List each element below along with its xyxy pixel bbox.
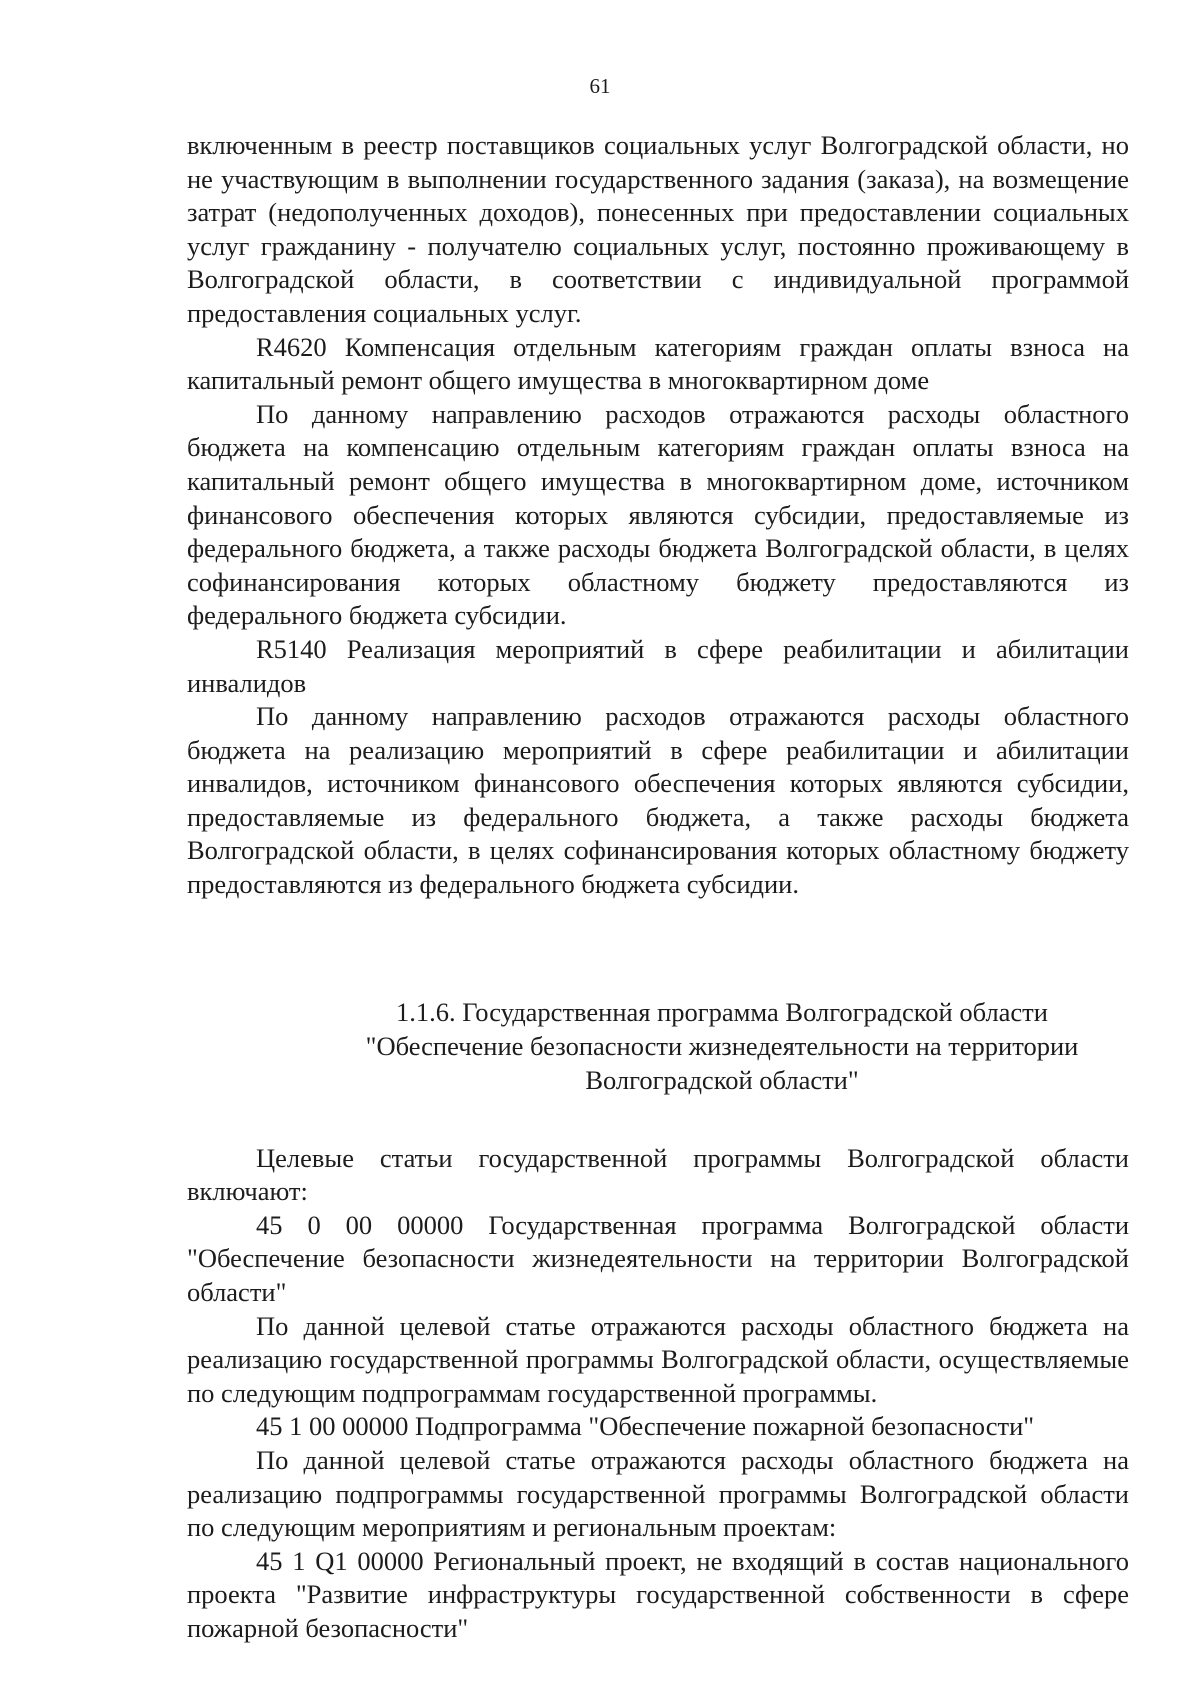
paragraph-code-45100-description: По данной целевой статье отражаются расходы областного бюджета на реализацию подпрограммы государственной программы Волгоградской области по следующим мероприятиям и региональным проектам: — [187, 1445, 1129, 1543]
page-number: 61 — [589, 74, 611, 98]
paragraph-target-articles-intro: Целевые статьи государственной программы Волгоградской области включают: — [187, 1142, 1129, 1207]
paragraph-continuation: включенным в реестр поставщиков социальных услуг Волгоградской области, но не участвующим в выполнении государственного задания (заказа), на возмещение затрат (недополученных доходов), понесенных при предоставлении социальных услуг гражданину - получателю социальных услуг, постоянно проживающему в Волгоградской области, в соответствии с индивидуальной программой предоставления социальных услуг. — [187, 130, 1129, 328]
paragraph-r5140-description: По данному направлению расходов отражаются расходы областного бюджета на реализацию мероприятий в сфере реабилитации и абилитации инвалидов, источником финансового обеспечения которых являются субсидии, предоставляемые из федерального бюджета, а также расходы бюджета Волгоградской области, в целях софинансирования которых областному бюджету предоставляются из федерального бюджета субсидии. — [187, 701, 1129, 900]
paragraph-r4620-title: R4620 Компенсация отдельным категориям граждан оплаты взноса на капитальный ремонт общего имущества в многоквартирном доме — [187, 331, 1129, 396]
paragraph-code-45000: 45 0 00 00000 Государственная программа Волгоградской области "Обеспечение безопасности жизнедеятельности на территории Волгоградской области" — [187, 1209, 1129, 1308]
section-heading-line-1: 1.1.6. Государственная программа Волгоградской области — [396, 996, 1048, 1027]
paragraph-code-45000-description: По данной целевой статье отражаются расходы областного бюджета на реализацию государственной программы Волгоградской области, осуществляемые по следующим подпрограммам государственной программы. — [187, 1310, 1129, 1408]
paragraph-r5140-title: R5140 Реализация мероприятий в сфере реабилитации и абилитации инвалидов — [187, 633, 1129, 698]
section-heading-line-2: "Обеспечение безопасности жизнедеятельности на территории — [365, 1030, 1079, 1061]
paragraph-code-45100: 45 1 00 00000 Подпрограмма "Обеспечение пожарной безопасности" — [256, 1411, 1035, 1442]
section-heading-line-3: Волгоградской области" — [585, 1064, 859, 1095]
section-heading — [342, 995, 1102, 1097]
paragraph-code-451q1: 45 1 Q1 00000 Региональный проект, не входящий в состав национального проекта "Развитие инфраструктуры государственной собственности в сфере пожарной безопасности" — [187, 1545, 1129, 1643]
paragraph-r4620-description: По данному направлению расходов отражаются расходы областного бюджета на компенсацию отдельным категориям граждан оплаты взноса на капитальный ремонт общего имущества в многоквартирном доме, источником финансового обеспечения которых являются субсидии, предоставляемые из федерального бюджета, а также расходы бюджета Волгоградской области, в целях софинансирования которых областному бюджету предоставляются из федерального бюджета субсидии. — [187, 398, 1129, 631]
document-body — [187, 129, 1129, 1646]
